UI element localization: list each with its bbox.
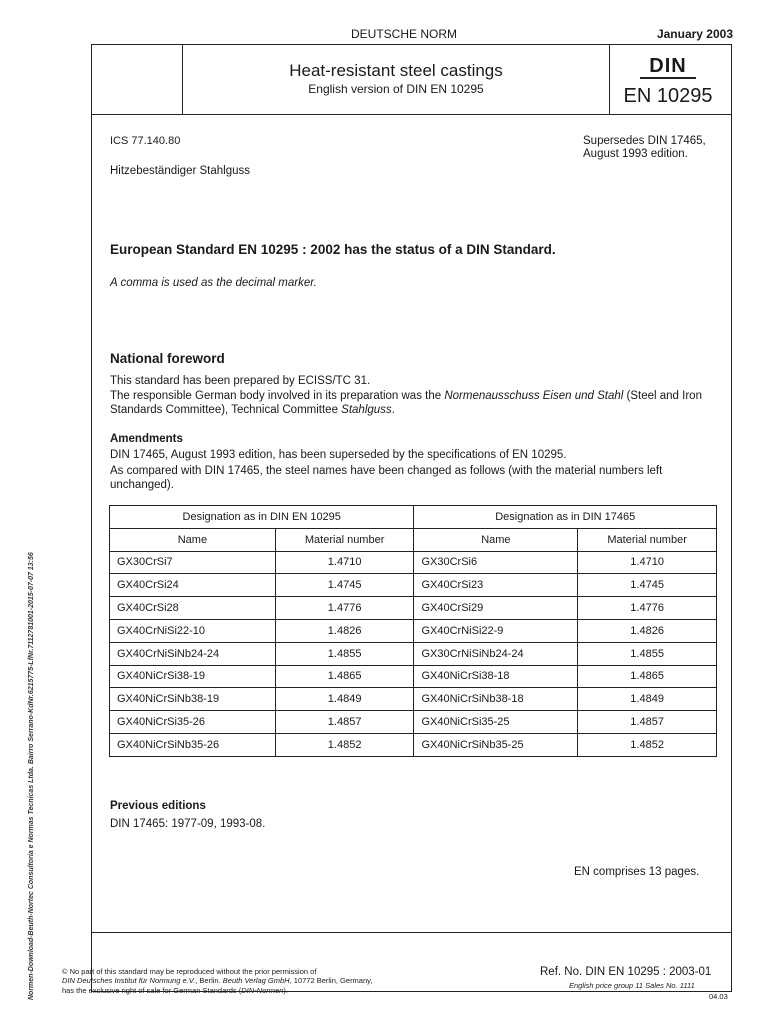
new-material-number: 1.4776 (275, 597, 414, 620)
standard-number: EN 10295 (623, 85, 713, 107)
document-title: Heat-resistant steel castings (289, 61, 503, 80)
german-title: Hitzebeständiger Stahlguss (110, 165, 250, 177)
amendments-paragraph-2: As compared with DIN 17465, the steel names have been changed as follows (with the material numbers left unchanged). (110, 465, 663, 491)
ics-code: ICS 77.140.80 (110, 135, 181, 147)
designation-table (109, 505, 717, 757)
table-row (110, 619, 717, 642)
old-material-number: 1.4745 (578, 574, 717, 597)
new-material-number: 1.4855 (275, 642, 414, 665)
foreword-text: The responsible German body involved in its preparation was the (110, 390, 445, 402)
new-name: GX40CrNiSiNb24-24 (110, 642, 276, 665)
price-group: English price group 11 Sales No. 1111 (569, 981, 695, 990)
old-material-number: 1.4710 (578, 551, 717, 574)
old-material-number: 1.4776 (578, 597, 717, 620)
new-name: GX40CrSi24 (110, 574, 276, 597)
old-name: GX40NiCrSiNb35-25 (414, 733, 578, 756)
table-row (110, 711, 717, 734)
new-name: GX40NiCrSi35-26 (110, 711, 276, 734)
amendments-paragraph-1: DIN 17465, August 1993 edition, has been superseded by the specifications of EN 10295. (110, 449, 567, 461)
table-row (110, 574, 717, 597)
old-material-number: 1.4826 (578, 619, 717, 642)
copyright-institute: DIN Deutsches Institut für Normung e.V. (62, 976, 196, 986)
col-header-name: Name (414, 528, 578, 551)
foreword-paragraph-2 (110, 389, 720, 417)
table-row (110, 642, 717, 665)
table-row (110, 597, 717, 620)
publication-date: January 2003 (656, 27, 733, 41)
old-material-number: 1.4849 (578, 688, 717, 711)
new-material-number: 1.4852 (275, 733, 414, 756)
old-material-number: 1.4857 (578, 711, 717, 734)
old-material-number: 1.4865 (578, 665, 717, 688)
table-row (110, 665, 717, 688)
download-watermark: Normen-Download-Beuth-Nortec Consultoria e Normas Tecnicas Ltda. Bairro Serrano-KdNr.6215775-LfNr.7112781001-2015-07-07 13:56 (28, 552, 35, 1000)
previous-editions-heading: Previous editions (110, 800, 206, 812)
copyright-text: has the exclusive right of sale for German Standards ( (62, 985, 242, 995)
old-name: GX40NiCrSi35-25 (414, 711, 578, 734)
new-name: GX40CrNiSi22-10 (110, 619, 276, 642)
amendments-heading: Amendments (110, 433, 183, 445)
old-name: GX40CrNiSi22-9 (414, 619, 578, 642)
old-name: GX40NiCrSi38-18 (414, 665, 578, 688)
foreword-committee-name: Normenausschuss Eisen und Stahl (444, 390, 624, 402)
table-row (110, 688, 717, 711)
document-subtitle: English version of DIN EN 10295 (308, 82, 484, 96)
foreword-paragraph-1: This standard has been prepared by ECISS/TC 31. (110, 375, 371, 387)
new-name: GX30CrSi7 (110, 551, 276, 574)
decimal-note: A comma is used as the decimal marker. (110, 277, 317, 289)
norm-label: DEUTSCHE NORM (351, 27, 458, 41)
supersedes-line-2: August 1993 edition. (583, 148, 688, 160)
copyright-text: , Berlin. (195, 976, 223, 986)
print-code: 04.03 (709, 992, 728, 1001)
status-statement: European Standard EN 10295 : 2002 has the status of a DIN Standard. (110, 242, 556, 257)
copyright-line-2 (62, 976, 482, 985)
copyright-text: ). (283, 985, 288, 995)
col-header-name: Name (110, 528, 276, 551)
supersedes-line-1: Supersedes DIN 17465, (583, 135, 706, 147)
copyright-text: , 10772 Berlin, Germany, (289, 976, 373, 986)
previous-editions-text: DIN 17465: 1977-09, 1993-08. (110, 818, 266, 830)
col-header-material: Material number (578, 528, 717, 551)
copyright-line-1: © No part of this standard may be reproduced without the prior permission of (62, 967, 317, 976)
new-name: GX40CrSi28 (110, 597, 276, 620)
old-name: GX40CrSi29 (414, 597, 578, 620)
din-logo: DIN (640, 55, 696, 79)
col-header-material: Material number (275, 528, 414, 551)
new-material-number: 1.4849 (275, 688, 414, 711)
header-divider-right (609, 44, 610, 115)
foreword-technical-committee: Stahlguss (341, 404, 392, 416)
new-name: GX40NiCrSiNb38-19 (110, 688, 276, 711)
old-name: GX40CrSi23 (414, 574, 578, 597)
foreword-text: . (391, 404, 395, 416)
page-count: EN comprises 13 pages. (574, 866, 700, 878)
new-material-number: 1.4745 (275, 574, 414, 597)
group-header-din: Designation as in DIN 17465 (414, 506, 717, 529)
copyright-notice (62, 967, 482, 995)
table-row (110, 551, 717, 574)
national-foreword-heading: National foreword (110, 351, 225, 366)
foreword-text: (Steel and Iron Standards Committee), Technical Committee (110, 390, 702, 416)
new-material-number: 1.4857 (275, 711, 414, 734)
reference-number: Ref. No. DIN EN 10295 : 2003-01 (540, 966, 712, 978)
copyright-din-normen: DIN-Normen (241, 985, 284, 995)
table-column-header (110, 528, 717, 551)
copyright-line-3 (62, 986, 482, 995)
supersedes-note (583, 135, 706, 161)
new-material-number: 1.4865 (275, 665, 414, 688)
group-header-en: Designation as in DIN EN 10295 (110, 506, 414, 529)
copyright-publisher: Beuth Verlag GmbH (222, 976, 290, 986)
old-material-number: 1.4852 (578, 733, 717, 756)
old-name: GX40NiCrSiNb38-18 (414, 688, 578, 711)
old-name: GX30CrSi6 (414, 551, 578, 574)
table-group-header (110, 506, 717, 529)
new-material-number: 1.4710 (275, 551, 414, 574)
new-material-number: 1.4826 (275, 619, 414, 642)
bottom-divider (91, 932, 732, 933)
old-name: GX30CrNiSiNb24-24 (414, 642, 578, 665)
table-row (110, 733, 717, 756)
new-name: GX40NiCrSiNb35-26 (110, 733, 276, 756)
new-name: GX40NiCrSi38-19 (110, 665, 276, 688)
old-material-number: 1.4855 (578, 642, 717, 665)
